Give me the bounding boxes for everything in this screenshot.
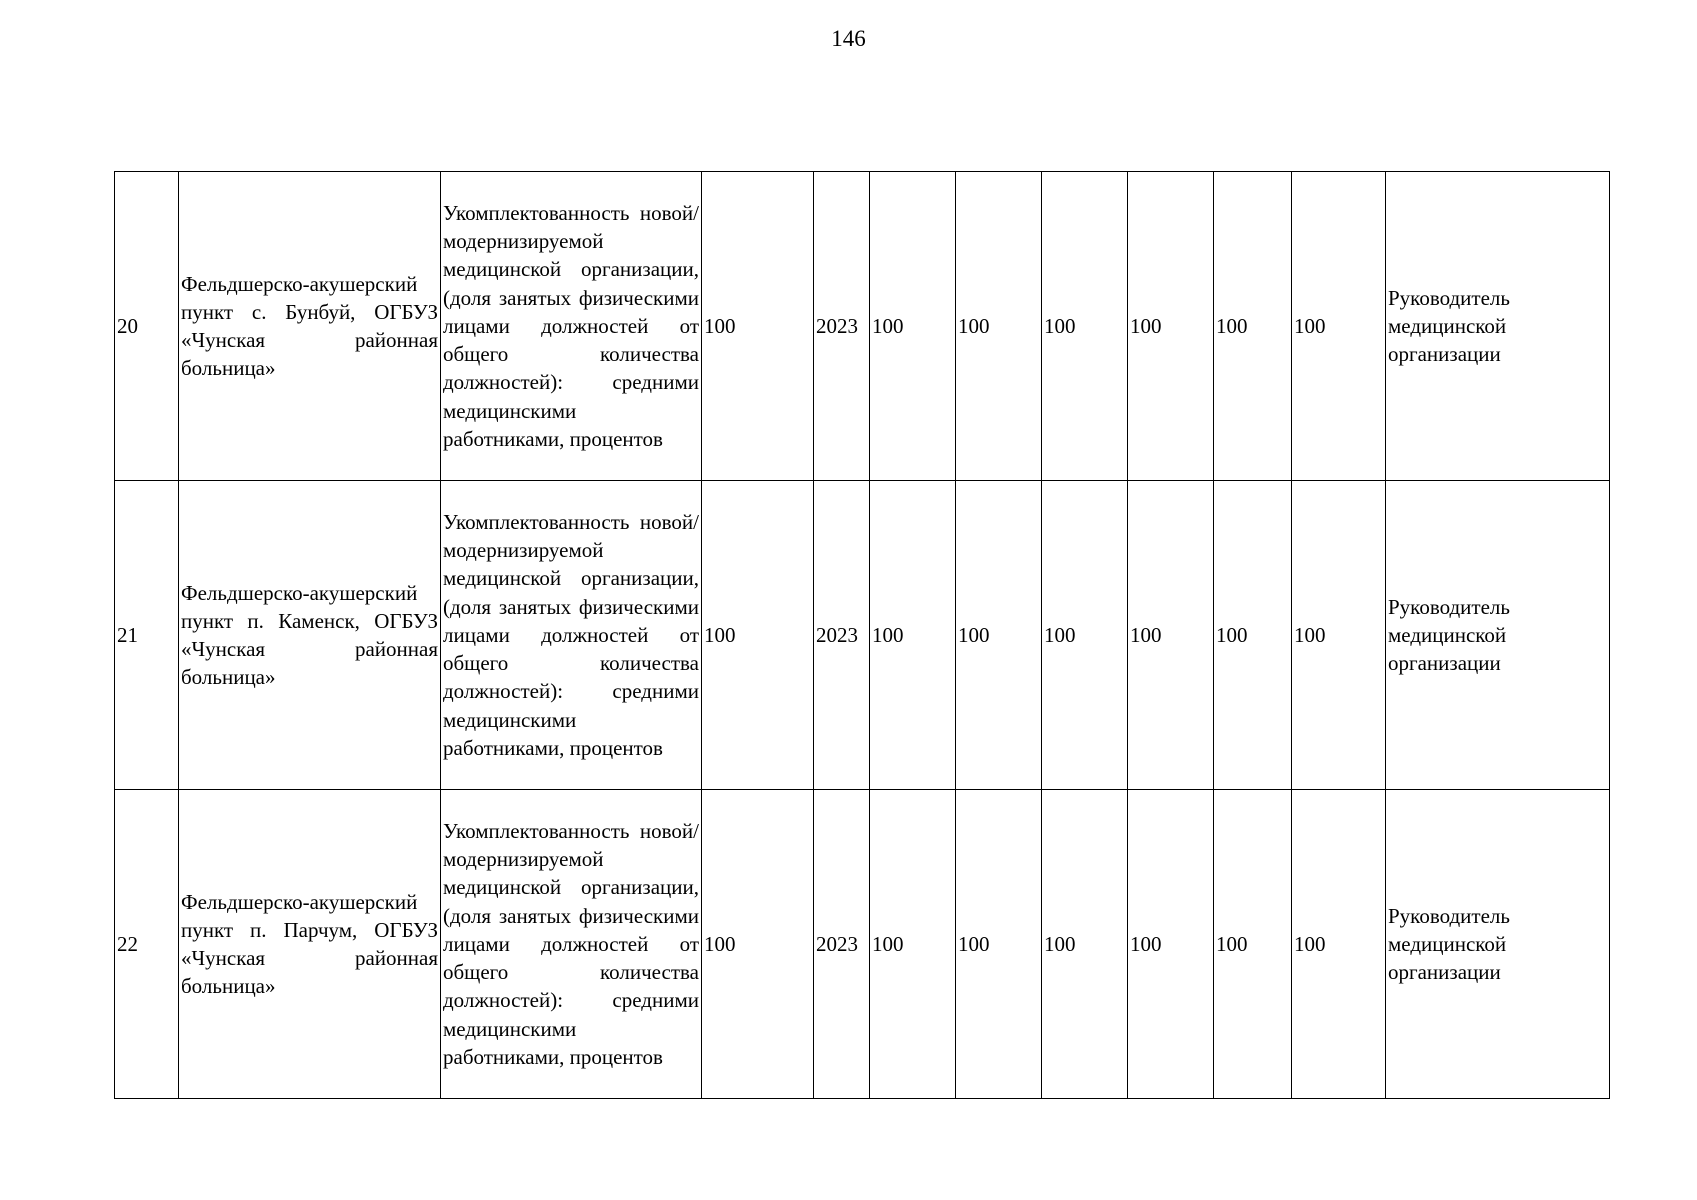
row-number-cell: 20 xyxy=(115,172,179,481)
indicator-cell: Укомплектованность новой/модернизируемой медицинской организации, (доля занятых физическими лицами должностей от общего количества должностей): средними медицинскими работниками, процентов xyxy=(441,172,702,481)
value-cell: 100 xyxy=(1128,790,1214,1099)
value-cell: 100 xyxy=(956,481,1042,790)
year-cell: 2023 xyxy=(814,481,870,790)
value-cell: 100 xyxy=(870,172,956,481)
responsible-cell: Руководитель медицинской организации xyxy=(1386,790,1610,1099)
value-cell: 100 xyxy=(1214,481,1292,790)
facility-cell: Фельдшерско-акушерский пункт п. Парчум, ОГБУЗ «Чунская районная больница» xyxy=(179,790,441,1099)
table-row xyxy=(115,790,1610,1099)
base-value-cell: 100 xyxy=(702,172,814,481)
value-cell: 100 xyxy=(1042,790,1128,1099)
value-cell: 100 xyxy=(1292,790,1386,1099)
value-cell: 100 xyxy=(1042,172,1128,481)
facility-cell: Фельдшерско-акушерский пункт с. Бунбуй, ОГБУЗ «Чунская районная больница» xyxy=(179,172,441,481)
year-cell: 2023 xyxy=(814,172,870,481)
value-cell: 100 xyxy=(1042,481,1128,790)
indicator-cell: Укомплектованность новой/модернизируемой медицинской организации, (доля занятых физическими лицами должностей от общего количества должностей): средними медицинскими работниками, процентов xyxy=(441,790,702,1099)
value-cell: 100 xyxy=(1128,172,1214,481)
row-number-cell: 21 xyxy=(115,481,179,790)
value-cell: 100 xyxy=(870,790,956,1099)
value-cell: 100 xyxy=(1214,790,1292,1099)
responsible-cell: Руководитель медицинской организации xyxy=(1386,481,1610,790)
indicators-table xyxy=(114,171,1610,1099)
table-row xyxy=(115,481,1610,790)
value-cell: 100 xyxy=(1292,172,1386,481)
facility-cell: Фельдшерско-акушерский пункт п. Каменск, ОГБУЗ «Чунская районная больница» xyxy=(179,481,441,790)
responsible-cell: Руководитель медицинской организации xyxy=(1386,172,1610,481)
value-cell: 100 xyxy=(870,481,956,790)
indicator-cell: Укомплектованность новой/модернизируемой медицинской организации, (доля занятых физическими лицами должностей от общего количества должностей): средними медицинскими работниками, процентов xyxy=(441,481,702,790)
table-row xyxy=(115,172,1610,481)
base-value-cell: 100 xyxy=(702,790,814,1099)
value-cell: 100 xyxy=(1292,481,1386,790)
value-cell: 100 xyxy=(1214,172,1292,481)
row-number-cell: 22 xyxy=(115,790,179,1099)
value-cell: 100 xyxy=(956,172,1042,481)
value-cell: 100 xyxy=(956,790,1042,1099)
base-value-cell: 100 xyxy=(702,481,814,790)
value-cell: 100 xyxy=(1128,481,1214,790)
year-cell: 2023 xyxy=(814,790,870,1099)
page-number: 146 xyxy=(831,26,866,51)
